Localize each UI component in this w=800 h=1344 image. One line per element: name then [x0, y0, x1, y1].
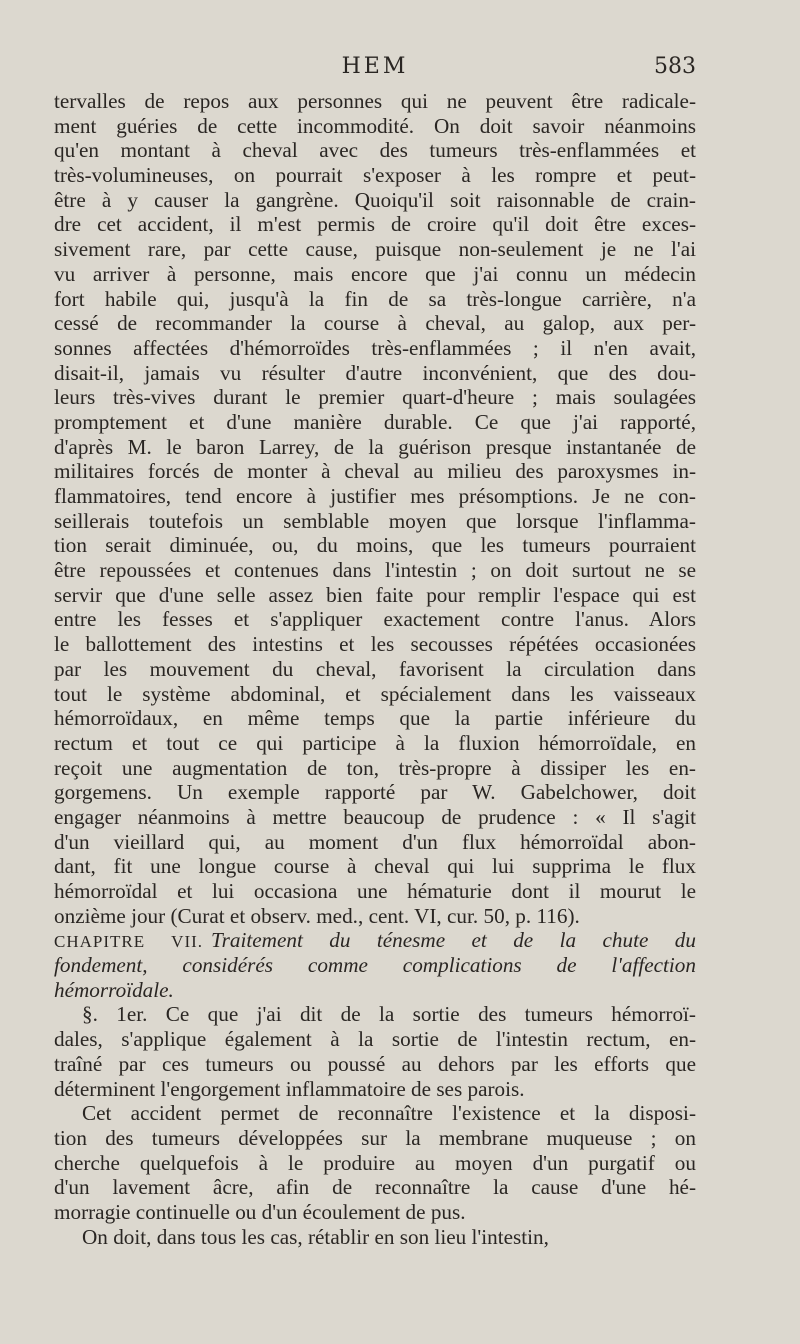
text-line: traîné par ces tumeurs ou poussé au dehors par les efforts que: [54, 1051, 696, 1076]
page-number: 583: [654, 54, 696, 79]
text-line: tout le système abdominal, et spécialement dans les vaisseaux: [54, 681, 696, 706]
chapter-heading-line: [54, 928, 696, 953]
text-line: d'un lavement âcre, afin de reconnaître la cause d'une hé-: [54, 1175, 696, 1200]
text-line: d'après M. le baron Larrey, de la guérison presque instantanée de: [54, 434, 696, 459]
paragraph: [54, 89, 696, 928]
chapter-heading: [54, 928, 696, 1002]
text-line: §. 1er. Ce que j'ai dit de la sortie des tumeurs hémorroï-: [82, 1002, 696, 1027]
text-line: On doit, dans tous les cas, rétablir en son lieu l'intestin,: [82, 1224, 549, 1249]
text-line: engager néanmoins à mettre beaucoup de prudence : « Il s'agit: [54, 804, 696, 829]
text-line: seillerais toutefois un semblable moyen que lorsque l'inflamma-: [54, 508, 696, 533]
text-line: le ballottement des intestins et les secousses répétées occasionées: [54, 632, 696, 657]
paragraph: [54, 1225, 696, 1250]
text-line: très-volumineuses, on pourrait s'exposer à les rompre et peut-: [54, 163, 696, 188]
text-line: sonnes affectées d'hémorroïdes très-enflammées ; il n'en avait,: [54, 335, 696, 360]
text-line: par les mouvement du cheval, favorisent la circulation dans: [54, 656, 696, 681]
paragraphs-after: [54, 1002, 696, 1249]
text-line: leurs très-vives durant le premier quart-d'heure ; mais soulagées: [54, 385, 696, 410]
text-line: vu arriver à personne, mais encore que j'ai connu un médecin: [54, 261, 696, 286]
text-line: déterminent l'engorgement inflammatoire de ses parois.: [54, 1076, 525, 1101]
text-line: dre cet accident, il m'est permis de croire qu'il doit être exces-: [54, 212, 696, 237]
text-line: tervalles de repos aux personnes qui ne peuvent être radicale-: [54, 89, 696, 113]
chapter-title-line: Traitement du ténesme et de la chute du: [211, 928, 696, 953]
text-line: disait-il, jamais vu résulter d'autre inconvénient, que des dou-: [54, 360, 696, 385]
text-line: cherche quelquefois à le produire au moyen d'un purgatif ou: [54, 1150, 696, 1175]
text-line: d'un vieillard qui, au moment d'un flux hémorroïdal abon-: [54, 829, 696, 854]
text-line: gorgemens. Un exemple rapporté par W. Gabelchower, doit: [54, 780, 696, 805]
running-head: HEM: [341, 54, 409, 79]
text-line: flammatoires, tend encore à justifier mes présomptions. Je ne con-: [54, 484, 696, 508]
page-header: [54, 54, 696, 84]
chapter-title-line: fondement, considérés comme complications de l'affection: [54, 953, 696, 978]
text-line: onzième jour (Curat et observ. med., cent. VI, cur. 50, p. 116).: [54, 903, 580, 928]
text-line: qu'en montant à cheval avec des tumeurs très-enflammées et: [54, 138, 696, 163]
text-line: dales, s'applique également à la sortie de l'intestin rectum, en-: [54, 1027, 696, 1052]
text-line: Cet accident permet de reconnaître l'existence et la disposi-: [82, 1101, 696, 1126]
text-line: militaires forcés de monter à cheval au milieu des paroxysmes in-: [54, 459, 696, 484]
text-line: ment guéries de cette incommodité. On doit savoir néanmoins: [54, 113, 696, 138]
text-line: sivement rare, par cette cause, puisque non-seulement je ne l'ai: [54, 237, 696, 262]
text-line: tion des tumeurs développées sur la membrane muqueuse ; on: [54, 1125, 696, 1150]
text-line: hémorroïdal et lui occasiona une hématurie dont il mourut le: [54, 879, 696, 903]
text-line: entre les fesses et s'appliquer exactement contre l'anus. Alors: [54, 607, 696, 632]
text-line: fort habile qui, jusqu'à la fin de sa très-longue carrière, n'a: [54, 286, 696, 311]
text-line: reçoit une augmentation de ton, très-propre à dissiper les en-: [54, 755, 696, 780]
text-line: servir que d'une selle assez bien faite pour remplir l'espace qui est: [54, 582, 696, 607]
paragraph: [54, 1101, 696, 1224]
chapter-label: CHAPITRE VII.: [54, 932, 204, 952]
text-line: cessé de recommander la course à cheval, au galop, aux per-: [54, 311, 696, 336]
text-line: dant, fit une longue course à cheval qui lui supprima le flux: [54, 854, 696, 879]
text-line: tion serait diminuée, ou, du moins, que les tumeurs pourraient: [54, 533, 696, 558]
text-line: rectum et tout ce qui participe à la fluxion hémorroïdale, en: [54, 730, 696, 755]
paragraph: [54, 1002, 696, 1101]
text-line: être à y causer la gangrène. Quoiqu'il soit raisonnable de crain-: [54, 187, 696, 212]
text-line: hémorroïdaux, en même temps que la partie inférieure du: [54, 706, 696, 731]
body-text: [54, 89, 696, 1249]
text-line: promptement et d'une manière durable. Ce que j'ai rapporté,: [54, 409, 696, 434]
text-line: morragie continuelle ou d'un écoulement de pus.: [54, 1199, 466, 1224]
chapter-title-line: hémorroïdale.: [54, 977, 174, 1002]
text-line: être repoussées et contenues dans l'intestin ; on doit surtout ne se: [54, 558, 696, 583]
